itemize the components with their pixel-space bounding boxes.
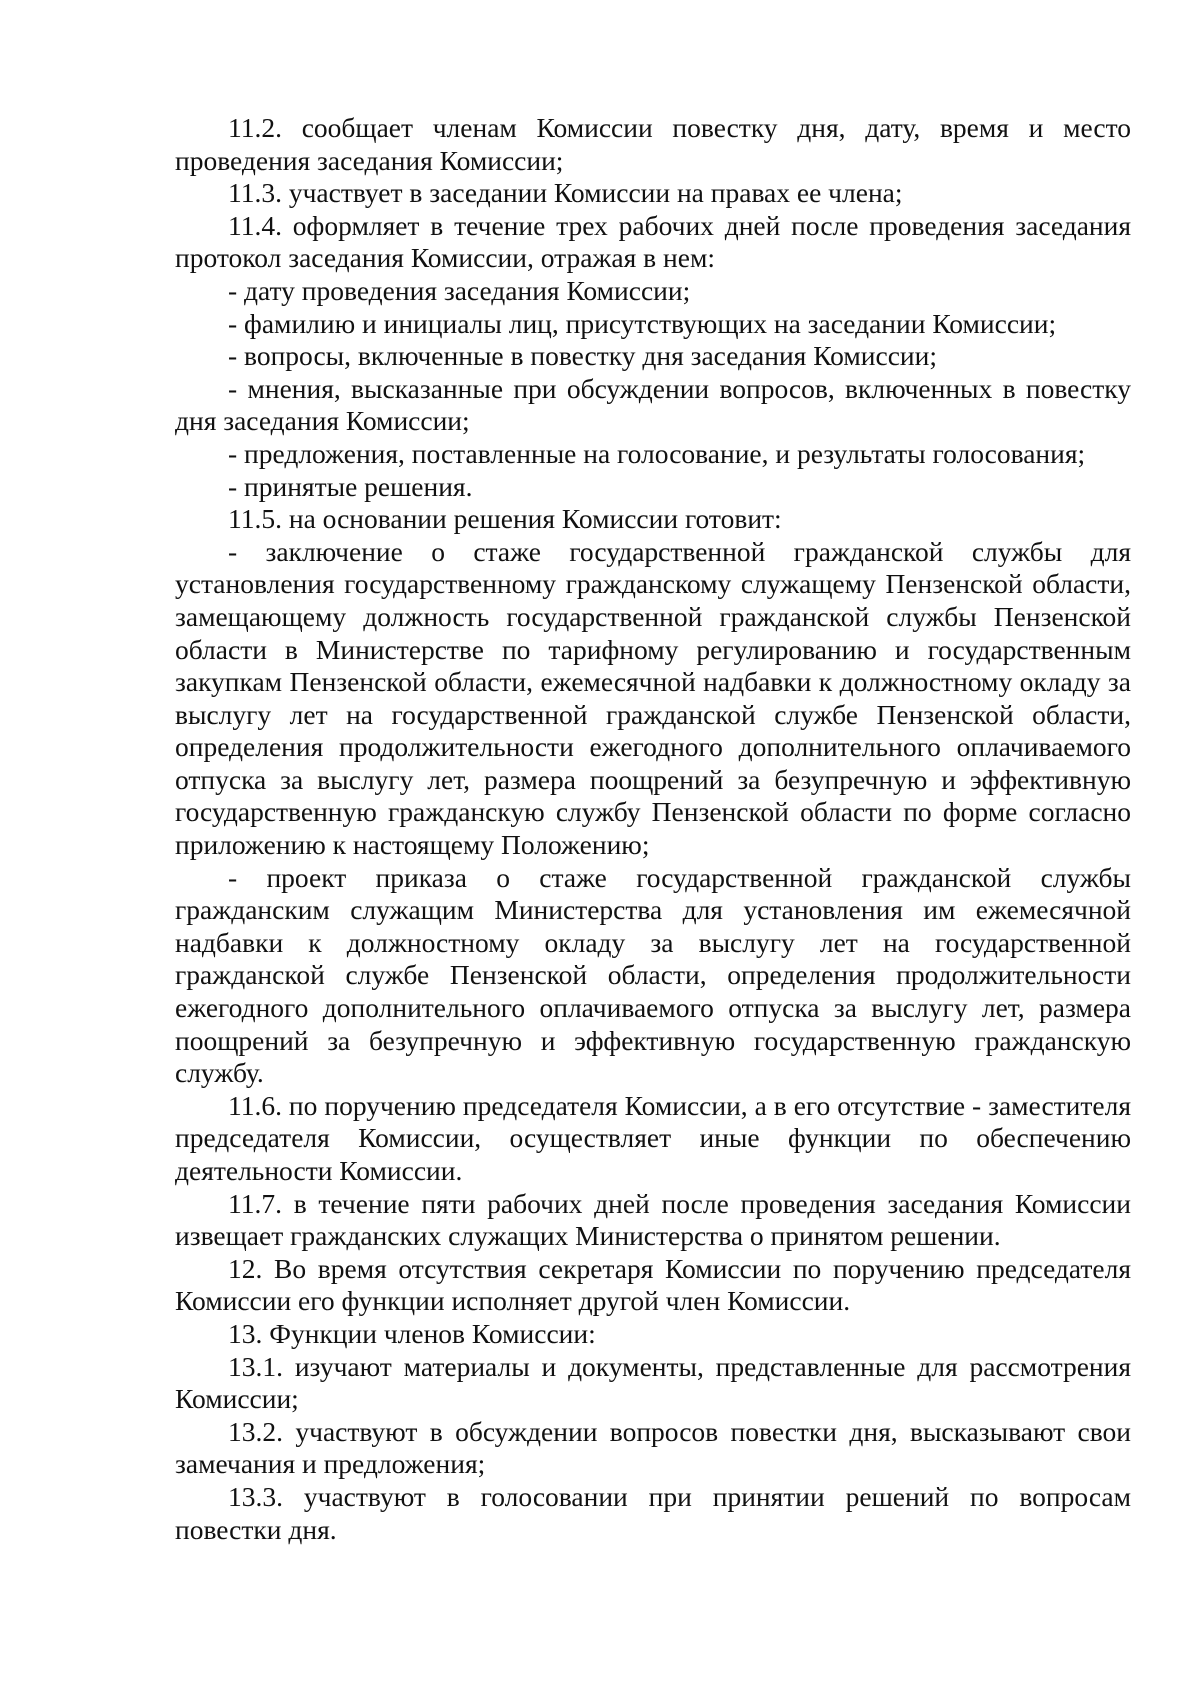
paragraph-13: 13. Функции членов Комиссии: xyxy=(228,1317,596,1349)
list-item-attendees: - фамилию и инициалы лиц, присутствующих на заседании Комиссии; xyxy=(228,307,1057,339)
paragraph-11-5: 11.5. на основании решения Комиссии готовит: xyxy=(228,503,782,535)
paragraph-11-7: 11.7. в течение пяти рабочих дней после проведения заседания Комиссии извещает гражданских служащих Министерства о принятом решении. xyxy=(175,1187,1131,1252)
list-item-meeting-date: - дату проведения заседания Комиссии; xyxy=(228,274,691,306)
list-item-service-conclusion: - заключение о стаже государственной гражданской службы для установления государственному гражданскому служащему Пензенской области, замещающему должность государственной гражданской службы Пензенской области в Министерстве по тарифному регулированию и государственным закупкам Пензенской области, ежемесячной надбавки к должностному окладу за выслугу лет на государственной гражданской службе Пензенской области, определения продолжительности ежегодного дополнительного оплачиваемого отпуска за выслугу лет, размера поощрений за безупречную и эффективную государственную гражданскую службу Пензенской области по форме согласно приложению к настоящему Положению; xyxy=(175,535,1131,861)
list-item-decisions: - принятые решения. xyxy=(228,470,473,502)
paragraph-12: 12. Во время отсутствия секретаря Комиссии по поручению председателя Комиссии его функции исполняет другой член Комиссии. xyxy=(175,1252,1131,1317)
list-item-agenda-questions: - вопросы, включенные в повестку дня заседания Комиссии; xyxy=(228,340,938,372)
paragraph-11-4: 11.4. оформляет в течение трех рабочих дней после проведения заседания протокол заседания Комиссии, отражая в нем: xyxy=(175,209,1131,274)
list-item-opinions: - мнения, высказанные при обсуждении вопросов, включенных в повестку дня заседания Комиссии; xyxy=(175,372,1131,437)
list-item-order-draft: - проект приказа о стаже государственной гражданской службы гражданским служащим Министерства для установления им ежемесячной надбавки к должностному окладу за выслугу лет на государственной гражданской службе Пензенской области, определения продолжительности ежегодного дополнительного оплачиваемого отпуска за выслугу лет, размера поощрений за безупречную и эффективную государственную гражданскую службу. xyxy=(175,861,1131,1089)
paragraph-13-3: 13.3. участвуют в голосовании при принятии решений по вопросам повестки дня. xyxy=(175,1480,1131,1545)
paragraph-13-1: 13.1. изучают материалы и документы, представленные для рассмотрения Комиссии; xyxy=(175,1350,1131,1415)
paragraph-11-6: 11.6. по поручению председателя Комиссии, а в его отсутствие - заместителя председателя Комиссии, осуществляет иные функции по обеспечению деятельности Комиссии. xyxy=(175,1089,1131,1186)
paragraph-11-2: 11.2. сообщает членам Комиссии повестку дня, дату, время и место проведения заседания Комиссии; xyxy=(175,112,1131,176)
list-item-voting-results: - предложения, поставленные на голосование, и результаты голосования; xyxy=(228,437,1086,469)
document-body xyxy=(175,112,1131,1546)
paragraph-11-3: 11.3. участвует в заседании Комиссии на правах ее члена; xyxy=(228,177,903,209)
paragraph-13-2: 13.2. участвуют в обсуждении вопросов повестки дня, высказывают свои замечания и предложения; xyxy=(175,1415,1131,1480)
